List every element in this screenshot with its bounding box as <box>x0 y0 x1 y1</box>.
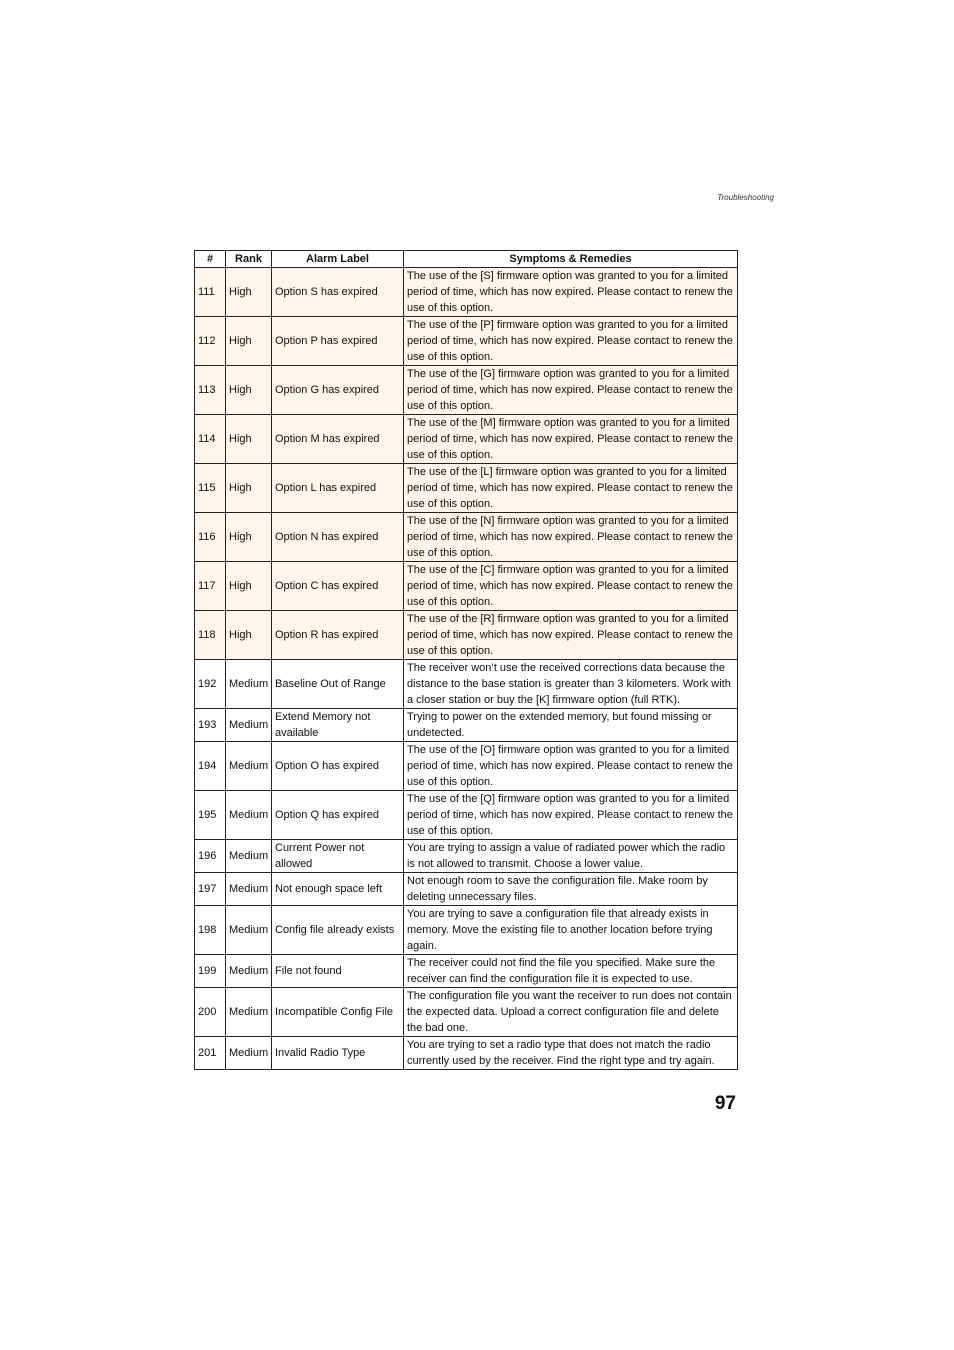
column-header-symptoms-remedies: Symptoms & Remedies <box>404 251 738 268</box>
alarm-label: Option C has expired <box>272 562 404 611</box>
alarm-remedy: You are trying to assign a value of radiated power which the radio is not allowed to transmit. Choose a lower value. <box>404 840 738 873</box>
alarm-rank: High <box>226 464 272 513</box>
alarm-label: Option M has expired <box>272 415 404 464</box>
alarm-number: 199 <box>195 955 226 988</box>
table-row <box>195 513 738 562</box>
alarm-label: Extend Memory not available <box>272 709 404 742</box>
alarm-rank: High <box>226 268 272 317</box>
alarm-rank: Medium <box>226 709 272 742</box>
alarm-table <box>194 250 738 1070</box>
alarm-label: Option Q has expired <box>272 791 404 840</box>
alarm-remedy: The use of the [N] firmware option was granted to you for a limited period of time, which has now expired. Please contact to renew the use of this option. <box>404 513 738 562</box>
alarm-number: 194 <box>195 742 226 791</box>
alarm-remedy: The use of the [Q] firmware option was granted to you for a limited period of time, which has now expired. Please contact to renew the use of this option. <box>404 791 738 840</box>
alarm-rank: High <box>226 513 272 562</box>
table-row <box>195 366 738 415</box>
alarm-remedy: The use of the [M] firmware option was granted to you for a limited period of time, which has now expired. Please contact to renew the use of this option. <box>404 415 738 464</box>
alarm-remedy: Trying to power on the extended memory, but found missing or undetected. <box>404 709 738 742</box>
table-row <box>195 660 738 709</box>
alarm-rank: Medium <box>226 906 272 955</box>
column-header-rank: Rank <box>226 251 272 268</box>
alarm-number: 111 <box>195 268 226 317</box>
alarm-label: Option G has expired <box>272 366 404 415</box>
alarm-number: 118 <box>195 611 226 660</box>
alarm-label: Current Power not allowed <box>272 840 404 873</box>
alarm-rank: High <box>226 317 272 366</box>
alarm-number: 115 <box>195 464 226 513</box>
column-header-alarm-label: Alarm Label <box>272 251 404 268</box>
column-header-number: # <box>195 251 226 268</box>
table-row <box>195 791 738 840</box>
alarm-number: 113 <box>195 366 226 415</box>
table-row <box>195 611 738 660</box>
alarm-rank: High <box>226 562 272 611</box>
alarm-remedy: The use of the [L] firmware option was granted to you for a limited period of time, which has now expired. Please contact to renew the use of this option. <box>404 464 738 513</box>
alarm-number: 192 <box>195 660 226 709</box>
alarm-remedy: You are trying to set a radio type that does not match the radio currently used by the receiver. Find the right type and try again. <box>404 1037 738 1070</box>
alarm-label: File not found <box>272 955 404 988</box>
alarm-remedy: The receiver could not find the file you specified. Make sure the receiver can find the configuration file it is expected to use. <box>404 955 738 988</box>
page-number: 97 <box>714 1093 736 1114</box>
alarm-label: Option L has expired <box>272 464 404 513</box>
alarm-number: 114 <box>195 415 226 464</box>
alarm-remedy: The use of the [O] firmware option was granted to you for a limited period of time, which has now expired. Please contact to renew the use of this option. <box>404 742 738 791</box>
table-row <box>195 742 738 791</box>
table-row <box>195 317 738 366</box>
alarm-rank: Medium <box>226 660 272 709</box>
alarm-label: Option O has expired <box>272 742 404 791</box>
alarm-number: 117 <box>195 562 226 611</box>
table-row <box>195 955 738 988</box>
alarm-number: 197 <box>195 873 226 906</box>
alarm-number: 198 <box>195 906 226 955</box>
alarm-remedy: The use of the [S] firmware option was granted to you for a limited period of time, which has now expired. Please contact to renew the use of this option. <box>404 268 738 317</box>
alarm-label: Invalid Radio Type <box>272 1037 404 1070</box>
alarm-label: Not enough space left <box>272 873 404 906</box>
table-row <box>195 464 738 513</box>
table-row <box>195 268 738 317</box>
table-row <box>195 840 738 873</box>
alarm-rank: High <box>226 611 272 660</box>
alarm-label: Config file already exists <box>272 906 404 955</box>
alarm-rank: High <box>226 366 272 415</box>
alarm-remedy: The configuration file you want the receiver to run does not contain the expected data. Upload a correct configuration file and delete the bad one. <box>404 988 738 1037</box>
alarm-rank: Medium <box>226 988 272 1037</box>
table-row <box>195 906 738 955</box>
alarm-remedy: You are trying to save a configuration file that already exists in memory. Move the existing file to another location before trying again. <box>404 906 738 955</box>
alarm-number: 201 <box>195 1037 226 1070</box>
alarm-label: Incompatible Config File <box>272 988 404 1037</box>
alarm-remedy: Not enough room to save the configuration file. Make room by deleting unnecessary files. <box>404 873 738 906</box>
alarm-table-body <box>195 268 738 1070</box>
table-row <box>195 873 738 906</box>
alarm-label: Baseline Out of Range <box>272 660 404 709</box>
alarm-number: 116 <box>195 513 226 562</box>
alarm-rank: Medium <box>226 791 272 840</box>
alarm-remedy: The use of the [P] firmware option was granted to you for a limited period of time, which has now expired. Please contact to renew the use of this option. <box>404 317 738 366</box>
alarm-rank: High <box>226 415 272 464</box>
alarm-rank: Medium <box>226 1037 272 1070</box>
alarm-label: Option S has expired <box>272 268 404 317</box>
alarm-remedy: The use of the [G] firmware option was granted to you for a limited period of time, which has now expired. Please contact to renew the use of this option. <box>404 366 738 415</box>
alarm-label: Option P has expired <box>272 317 404 366</box>
alarm-label: Option R has expired <box>272 611 404 660</box>
alarm-remedy: The use of the [R] firmware option was granted to you for a limited period of time, which has now expired. Please contact to renew the use of this option. <box>404 611 738 660</box>
table-row <box>195 988 738 1037</box>
alarm-rank: Medium <box>226 873 272 906</box>
alarm-number: 200 <box>195 988 226 1037</box>
alarm-rank: Medium <box>226 955 272 988</box>
alarm-number: 112 <box>195 317 226 366</box>
alarm-number: 193 <box>195 709 226 742</box>
table-row <box>195 709 738 742</box>
alarm-rank: Medium <box>226 742 272 791</box>
alarm-number: 195 <box>195 791 226 840</box>
running-head: Troubleshooting <box>717 193 774 202</box>
alarm-remedy: The use of the [C] firmware option was granted to you for a limited period of time, which has now expired. Please contact to renew the use of this option. <box>404 562 738 611</box>
alarm-remedy: The receiver won’t use the received corrections data because the distance to the base station is greater than 3 kilometers. Work with a closer station or buy the [K] firmware option (full RTK). <box>404 660 738 709</box>
alarm-rank: Medium <box>226 840 272 873</box>
table-row <box>195 1037 738 1070</box>
table-row <box>195 415 738 464</box>
alarm-label: Option N has expired <box>272 513 404 562</box>
table-row <box>195 562 738 611</box>
table-header-row <box>195 251 738 268</box>
alarm-number: 196 <box>195 840 226 873</box>
